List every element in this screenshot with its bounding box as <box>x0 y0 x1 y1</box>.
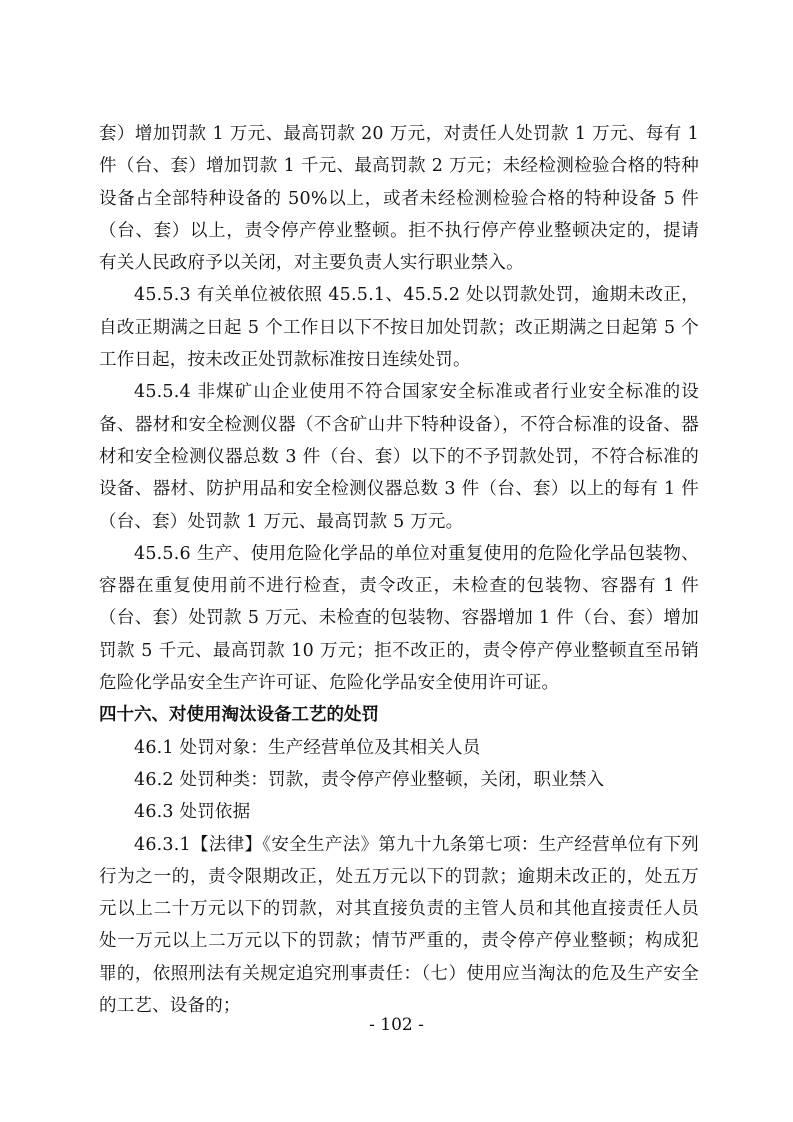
page-number: - 102 - <box>369 1015 424 1035</box>
paragraph-continuation: 套）增加罚款 1 万元、最高罚款 20 万元，对责任人处罚款 1 万元、每有 1 件（台、套）增加罚款 1 千元、最高罚款 2 万元；未经检测检验合格的特种设备占全部特种设备的 50%以上，或者未经检测检验合格的特种设备 5 件（台、套）以上，责令停产停业整顿。拒不执行停产停业整顿决定的，提请有关人民政府予以关闭，对主要负责人实行职业禁入。 <box>99 124 699 274</box>
item-46-3: 46.3 处罚依据 <box>134 802 251 823</box>
paragraph-45-5-3: 45.5.3 有关单位被依照 45.5.1、45.5.2 处以罚款处罚，逾期未改正，自改正期满之日起 5 个工作日以下不按日加处罚款；改正期满之日起第 5 个工作日起，按未改正处罚款标准按日连续处罚。 <box>99 285 699 371</box>
item-46-1: 46.1 处罚对象：生产经营单位及其相关人员 <box>134 737 481 758</box>
paragraph-45-5-6: 45.5.6 生产、使用危险化学品的单位对重复使用的危险化学品包装物、容器在重复使用前不进行检查，责令改正，未检查的包装物、容器有 1 件（台、套）处罚款 5 万元、未检查的包装物、容器增加 1 件（台、套）增加罚款 5 千元、最高罚款 10 万元；拒不改正的，责令停产停业整顿直至吊销危险化学品安全生产许可证、危险化学品安全使用许可证。 <box>99 543 699 694</box>
item-46-2: 46.2 处罚种类：罚款，责令停产停业整顿，关闭，职业禁入 <box>134 769 605 790</box>
section-heading: 四十六、对使用淘汰设备工艺的处罚 <box>99 705 379 726</box>
document-body <box>99 118 699 1022</box>
paragraph-45-5-4: 45.5.4 非煤矿山企业使用不符合国家安全标准或者行业安全标准的设备、器材和安全检测仪器（不含矿山井下特种设备），不符合标准的设备、器材和安全检测仪器总数 3 件（台、套）以下的不予罚款处罚，不符合标准的设备、器材、防护用品和安全检测仪器总数 3 件（台、套）以上的每有 1 件（台、套）处罚款 1 万元、最高罚款 5 万元。 <box>99 382 699 532</box>
item-46-3-1: 46.3.1【法律】《安全生产法》第九十九条第七项：生产经营单位有下列行为之一的，责令限期改正，处五万元以下的罚款；逾期未改正的，处五万元以上二十万元以下的罚款，对其直接负责的主管人员和其他直接责任人员处一万元以上二万元以下的罚款；情节严重的，责令停产停业整顿；构成犯罪的，依照刑法有关规定追究刑事责任：（七）使用应当淘汰的危及生产安全的工艺、设备的； <box>99 834 699 1017</box>
